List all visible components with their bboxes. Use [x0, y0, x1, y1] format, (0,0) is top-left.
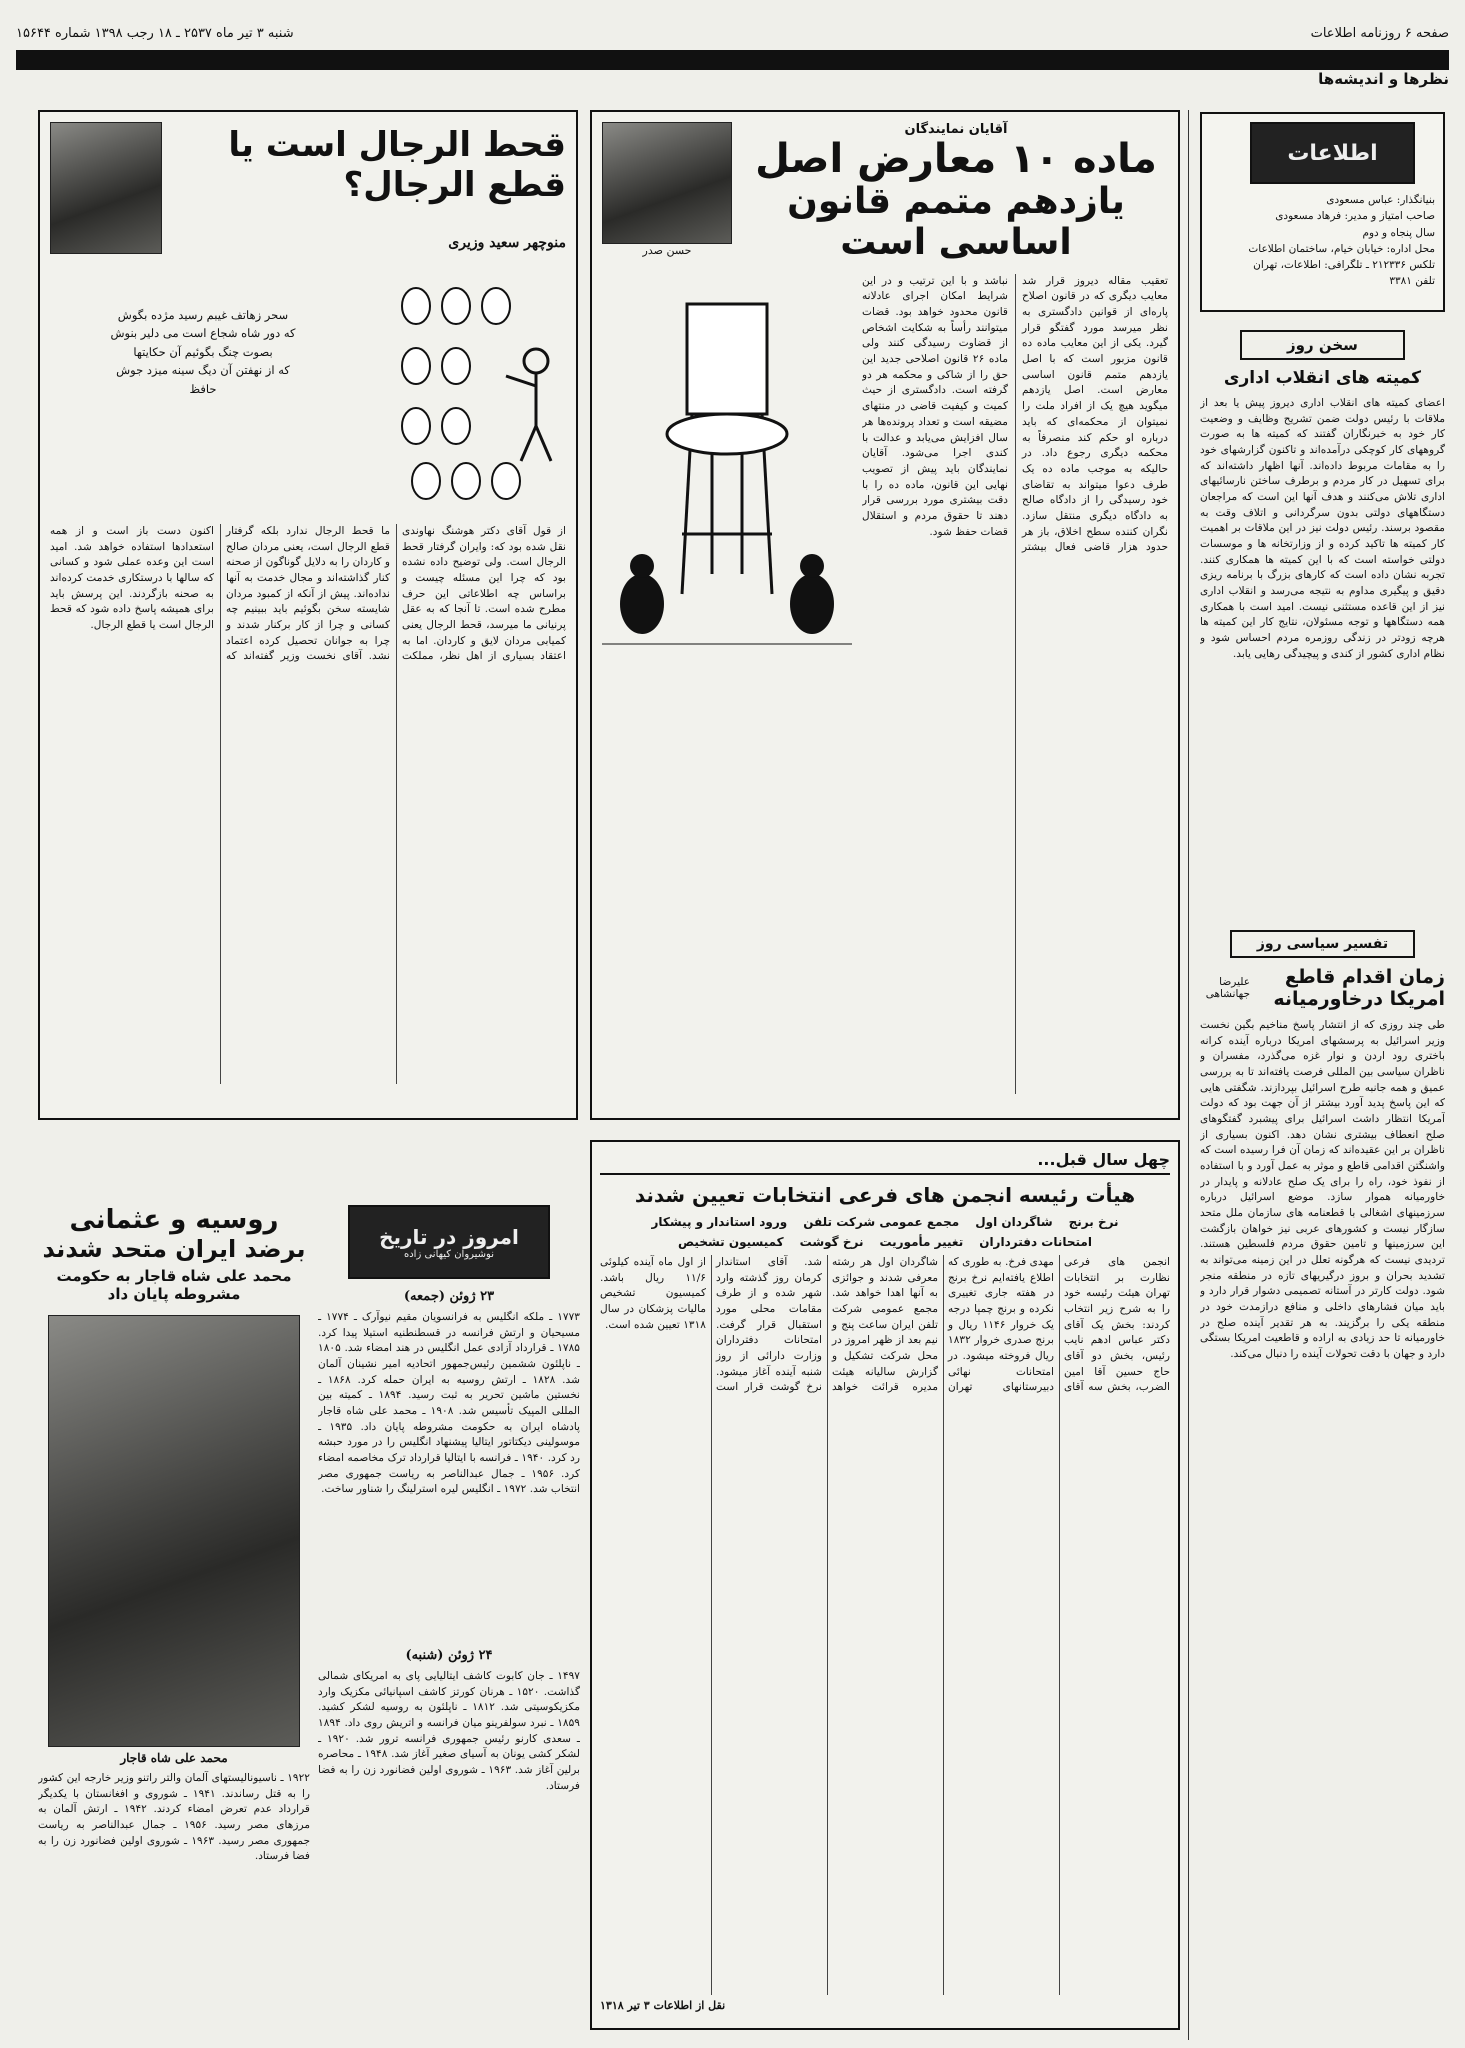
- article-author: حسن صدر: [642, 244, 692, 257]
- poem: [50, 266, 356, 516]
- author-photo: [50, 122, 162, 254]
- section-title: نظرها و اندیشه‌ها: [1318, 70, 1449, 88]
- subhead: امتحانات دفترداران: [979, 1235, 1092, 1249]
- column-rule: [1188, 110, 1189, 2040]
- history-logo-text: امروز در تاریخ: [379, 1224, 519, 1249]
- subhead: ورود استاندار و پیشکار: [651, 1215, 788, 1229]
- feature-title-3: محمد علی شاه قاجار به حکومت: [56, 1267, 292, 1285]
- masks-cartoon: [366, 266, 566, 516]
- masthead-line: تلفن ۳۳۸۱: [1389, 275, 1435, 288]
- poem-line: حافظ: [189, 381, 217, 396]
- subhead: نرخ برنج: [1068, 1215, 1119, 1229]
- subhead: تغییر مأموریت: [879, 1235, 964, 1249]
- cartoon-drawing: [602, 274, 852, 694]
- history-date-1: ۲۳ ژوئن (جمعه): [403, 1289, 495, 1304]
- issue-date: شنبه ۳ تیر ماه ۲۵۳۷ ـ ۱۸ رجب ۱۳۹۸ شماره ۱۵۶۴۴: [16, 26, 294, 41]
- editorial-title: کمیته های انقلاب اداری: [1223, 368, 1422, 388]
- history-date-2: ۲۴ ژوئن (شنبه): [405, 1648, 493, 1663]
- editorial-label: سخن روز: [1240, 330, 1405, 360]
- forty-years-title: هیأت رئیسه انجمن های فرعی انتخابات تعیین شدند: [634, 1183, 1136, 1207]
- political-title: زمان اقدام قاطع امریکا درخاورمیانه: [1273, 966, 1445, 1010]
- poem-line: که دور شاه شجاع است می دلیر بنوش: [110, 326, 296, 341]
- history-today: [318, 1205, 580, 2030]
- subhead: نرخ گوشت: [799, 1235, 864, 1249]
- forty-years-label: چهل سال قبل...: [600, 1150, 1170, 1175]
- page-number: صفحه ۶ روزنامه اطلاعات: [1310, 26, 1449, 41]
- feature-body: ۱۹۲۲ ـ ناسیونالیستهای آلمان والتر راتنو وزیر خارجه این کشور را به قتل رساندند. ۱۹۴۱ ـ شوروی و افغانستان با یکدیگر قرارداد عدم تعرض امضاء کردند. ۱۹۴۲ ـ ارتش آلمان به مرزهای مصر رسید. ۱۹۵۶ ـ جمال عبدالناصر به ریاست جمهوری مصر رسید. ۱۹۶۳ ـ شوروی اولین فضانورد زن را به فضا فرستاد.: [38, 1772, 310, 1863]
- poem-line: که از نهفتن آن دیگ سینه میزد جوش: [116, 363, 290, 378]
- masthead-line: محل اداره: خیابان خیام، ساختمان اطلاعات: [1248, 242, 1435, 255]
- feature-title-2: برضد ایران متحد شدند: [42, 1235, 306, 1263]
- masthead-logo: اطلاعات: [1250, 122, 1415, 184]
- subhead: مجمع عمومی شرکت تلفن: [803, 1215, 960, 1229]
- subhead: شاگردان اول: [975, 1215, 1053, 1229]
- article-title-2: یازدهم متمم قانون اساسی است: [787, 181, 1125, 264]
- bottom-left-feature: [38, 1205, 310, 2030]
- chair-cartoon: [602, 274, 852, 1094]
- masthead-info: [1210, 192, 1435, 290]
- article-left-author: منوچهر سعید وزیری: [448, 235, 566, 251]
- portrait-caption: محمد علی شاه قاجار: [120, 1751, 228, 1765]
- editorial-body: اعضای کمیته های انقلاب اداری دیروز پیش یا بعد از ملاقات با رئیس دولت ضمن تشریح وظایف و وضعیت کار خود به خبرنگاران گفتند که کمیته ها به صورت گروههای کار کوچکی درآمده‌اند و تاکنون گزارشهای خود را به مقامات مربوط داده‌اند. آنها اظهار داشته‌اند که برای تسهیل در کار مردم و برطرف ساختن نارسائیهای اداری تلاش می‌کنند و هدف آنها این است که مراجعان دستگاههای دولتی بدون سرگردانی و اتلاف وقت به مقصود برسند. رئیس دولت نیز در این ملاقات بر اهمیت کار کمیته ها تاکید کرده و از وزارتخانه ها و موسسات دولتی خواسته است که با این کمیته ها همکاری کنند. تجربه نشان داده است که کارهای بزرگ با برنامه ریزی دقیق و پیگیری مداوم به نتیجه می‌رسد و انقلاب اداری نیز از این قاعده مستثنی نیست. امید است با همکاری همه دستگاهها و توجه مسئولان، نتایج کار این کمیته ها هرچه زودتر در زندگی روزمره مردم احساس شود و نظام اداری کشور از کندی و پیچیدگی رهایی یابد.: [1200, 397, 1445, 660]
- article-body: تعقیب مقاله دیروز قرار شد معایب دیگری که در قانون اصلاح پاره‌ای از قوانین دادگستری به نظر میرسد مورد گفتگو قرار گیرد. یکی از این معایب ماده ده قانون مزبور است که با اصل یازدهم متمم قانون اساسی معارض است. اصل یازدهم میگوید هیچ یک از افراد ملت را نمیتوان از محکمه‌ای که باید درباره او حکم کند منصرفاً به محکمه دیگری رجوع داد. در حالیکه به موجب ماده ده یک طرف دعوا میتواند به تقاضای خود رسیدگی را از دادگاه صالح به دادگاه دیگری منتقل سازد. نگران کننده سطح اخلاق، باز هر حدود هزار قاضی فعال بیشتر نباشد و با این ترتیب و در این شرایط امکان اجرای عادلانه قانون محدود خواهد بود. قضات میتوانند رأساً به شکایت اشخاص از قضاوت رسیدگی کنند ولی ماده ۲۶ قانون اصلاحی جدید این حق را از شاکی و محکمه هر دو گرفته است. دادگستری از حیث کمیت و کیفیت قاضی در منتهای مضیقه است و تعداد پرونده‌ها هر سال افزایش می‌یابد و عدالت با کندی اجرا می‌شود. آقایان نمایندگان باید پیش از تصویب نهایی این قانون، ماده ده را با دقت بیشتری مورد بررسی قرار دهند تا حقوق مردم و استقلال قضات حفظ شود.: [862, 274, 1168, 554]
- political-author: علیرضا جهانشاهی: [1205, 976, 1250, 1000]
- author-photo: [602, 122, 732, 244]
- political-body: طی چند روزی که از انتشار پاسخ مناخیم بگین نخست وزیر اسرائیل به پرسشهای امریکا درباره آینده کرانه باختری رود اردن و نوار غزه می‌گذرد، مفسران و ناظران سیاسی بین المللی فرصت یافته‌اند تا به بررسی عمیق و همه جانبه طرح اسرائیل بپردازند. شگفتی هایی که این پاسخ پدید آورد بیشتر از آن جهت بود که دولت آمریکا انتظار داشت اسرائیل برای پیشبرد گفتگوهای صلح انعطاف بیشتری نشان دهد. اکنون بسیاری از ناظران بر این عقیده‌اند که زمان آن فرا رسیده است که واشنگتن اقدامی قاطع و موثر به عمل آورد و با استفاده از نفوذ خود، راه را برای یک صلح عادلانه و پایدار در خاورمیانه هموار سازد. موضع اسرائیل درباره سرزمینهای اشغالی با قطعنامه های سازمان ملل متحد سازگار نیست و کشورهای عربی نیز خواهان بازگشت این سرزمینها و تامین حقوق مردم فلسطین هستند. تردیدی نیست که هرگونه تعلل در این زمینه می‌تواند به تشدید بحران و بروز درگیریهای تازه در منطقه منجر شود. دولت کارتر در آستانه تصمیمی دشوار قرار دارد و باید میان فشارهای داخلی و منافع درازمدت خود در منطقه یکی را برگزیند. به هر تقدیر آینده صلح در خاورمیانه تا حد زیادی به اراده و قاطعیت امریکا بستگی دارد و جهان با دقت تحولات آینده را دنبال می‌کند.: [1200, 1019, 1445, 1361]
- article-center: [590, 110, 1180, 1120]
- masthead-line: تلکس ۲۱۲۳۳۶ ـ تلگرافی: اطلاعات، تهران: [1253, 259, 1435, 272]
- article-left-title: قحط الرجال است یا قطع الرجال؟: [228, 125, 566, 205]
- subhead: کمیسیون تشخیص: [678, 1235, 784, 1249]
- masthead-line: بنیانگذار: عباس مسعودی: [1326, 194, 1435, 206]
- masks-drawing: [366, 266, 566, 516]
- political-label: تفسیر سیاسی روز: [1230, 930, 1415, 958]
- page-header: [16, 26, 1449, 41]
- header-bar: [16, 50, 1449, 70]
- forty-years-body: انجمن های فرعی نظارت بر انتخابات تهران هیئت رئیسه خود را به شرح زیر انتخاب کردند: بخش یک آقای دکتر عباس ادهم نایب رئیس، بخش دو آقای حاج حسین آقا امین الضرب، بخش سه آقای مهدی فرخ. به طوری که اطلاع یافته‌ایم نرخ برنج در هفته جاری تغییری نکرده و برنج چمپا درجه یک خروار ۱۱۴۶ ریال و برنج صدری خروار ۱۸۳۲ ریال فروخته میشود. در امتحانات نهائی دبیرستانهای تهران شاگردان اول هر رشته معرفی شدند و جوائزی به آنها اهدا خواهد شد. مجمع عمومی شرکت تلفن ایران ساعت پنج و نیم بعد از ظهر امروز در محل شرکت تشکیل و گزارش سالیانه هیئت مدیره قرائت خواهد شد. آقای استاندار کرمان روز گذشته وارد شهر شده و از طرف مقامات محلی مورد استقبال قرار گرفت. امتحانات دفترداران وزارت دارائی از روز شنبه آینده آغاز میشود. نرخ گوشت قرار است از اول ماه آینده کیلوئی ۱۱/۶ ریال باشد. کمیسیون تشخیص مالیات پزشکان در سال ۱۳۱۸ تعیین شده است.: [600, 1256, 1170, 1394]
- history-items-2: ۱۴۹۷ ـ جان کابوت کاشف ایتالیایی پای به امریکای شمالی گذاشت. ۱۵۲۰ ـ هرنان کورتز کاشف اسپانیائی مکزیک وارد مکزیکوسیتی شد. ۱۸۱۲ ـ ناپلئون به روسیه لشکر کشید. ۱۸۵۹ ـ نبرد سولفرینو میان فرانسه و اتریش روی داد. ۱۸۹۴ ـ سعدی کارنو رئیس جمهوری فرانسه ترور شد. ۱۹۲۰ ـ لشکر کشی یونان به آسیای صغیر آغاز شد. ۱۹۴۸ ـ محاصره برلین آغاز شد. ۱۹۶۳ ـ شوروی اولین فضانورد زن را به فضا فرستاد.: [318, 1670, 580, 1792]
- article-left: [38, 110, 578, 1120]
- poem-line: بصوت چنگ بگوئیم آن حکایتها: [133, 344, 273, 359]
- masthead-line: صاحب امتیاز و مدیر: فرهاد مسعودی: [1275, 210, 1435, 223]
- article-title-1: ماده ۱۰ معارض اصل: [755, 136, 1157, 182]
- masthead: [1200, 112, 1445, 312]
- article-kicker: آقایان نمایندگان: [904, 122, 1008, 137]
- feature-title-1: روسیه و عثمانی: [69, 1205, 279, 1235]
- portrait-photo: [48, 1315, 300, 1747]
- political-commentary: [1200, 930, 1445, 2030]
- forty-years-ago: [590, 1140, 1180, 2030]
- editorial: [1200, 330, 1445, 910]
- history-items-1: ۱۷۷۳ ـ ملکه انگلیس به فرانسویان مقیم نیوآرک ـ ۱۷۷۴ ـ مسیحیان و ارتش فرانسه در قسطنطنیه استیلا پیدا کرد. ۱۷۸۵ ـ قرارداد آزادی عمل انگلیس در هند امضاء شد. ۱۸۰۵ ـ ناپلئون ششمین رئیس‌جمهور اتحادیه امیر نشینان آلمان شد. ۱۸۲۸ ـ ارتش روسیه به ایران حمله کرد. ۱۸۶۸ ـ نخستین ماشین تحریر به ثبت رسید. ۱۸۹۴ ـ کمیته بین المللی المپیک تأسیس شد. ۱۹۰۸ ـ محمد علی شاه قاجار پادشاه ایران به حکومت مشروطه پایان داد. ۱۹۳۵ ـ موسولینی دیکتاتور ایتالیا پیشنهاد انگلیس را در مورد حبشه رد کرد. ۱۹۴۰ ـ فرانسه با ایتالیا قرارداد ترک مخاصمه امضاء کرد. ۱۹۵۶ ـ جمال عبدالناصر به ریاست جمهوری مصر انتخاب شد. ۱۹۷۲ ـ انگلیس لیره استرلینگ را شناور ساخت.: [318, 1311, 580, 1496]
- masthead-line: سال پنجاه و دوم: [1362, 226, 1435, 239]
- history-logo: [348, 1205, 550, 1279]
- subheads: [600, 1215, 1170, 1249]
- article-left-body: از قول آقای دکتر هوشنگ نهاوندی نقل شده بود که: وایران گرفتار قحط الرجال است. ولی توضیح داده نشده بود که چرا این مسئله چیست و براساس چه اطلاعاتی این حرف مطرح شده است. تا آنجا که به عقل پرنیانی ما میرسد، قحط الرجال یعنی کمیابی مردان لایق و کاردان. اما به اعتقاد بسیاری از اهل نظر، مملکت ما قحط الرجال ندارد بلکه گرفتار قطع الرجال است، یعنی مردان صالح و کاردان را به دلایل گوناگون از صحنه کنار گذاشته‌اند و مجال خدمت به آنها نداده‌اند. پیش از آنکه از کمبود مردان شایسته سخن بگوئیم باید ببینیم چه کسانی و چرا از کار برکنار شدند و چرا به جوانان تحصیل کرده اعتماد نشد. آقای نخست وزیر گفته‌اند که اکنون دست باز است و از همه استعدادها استفاده خواهد شد. امید است این وعده عملی شود و کسانی که سالها با درستکاری خدمت کرده‌اند به صحنه بازگردند. این پرسش باید برای همیشه پاسخ داده شود که قحط الرجال است یا قطع الرجال.: [50, 525, 566, 663]
- history-logo-sub: نوشیروان کیهانی زاده: [403, 1248, 495, 1260]
- feature-title-4: مشروطه پایان داد: [107, 1285, 241, 1303]
- forty-years-footer: نقل از اطلاعات ۳ تیر ۱۳۱۸: [600, 1999, 726, 2012]
- poem-line: سحر زهاتف غیبم رسید مژده بگوش: [117, 308, 289, 322]
